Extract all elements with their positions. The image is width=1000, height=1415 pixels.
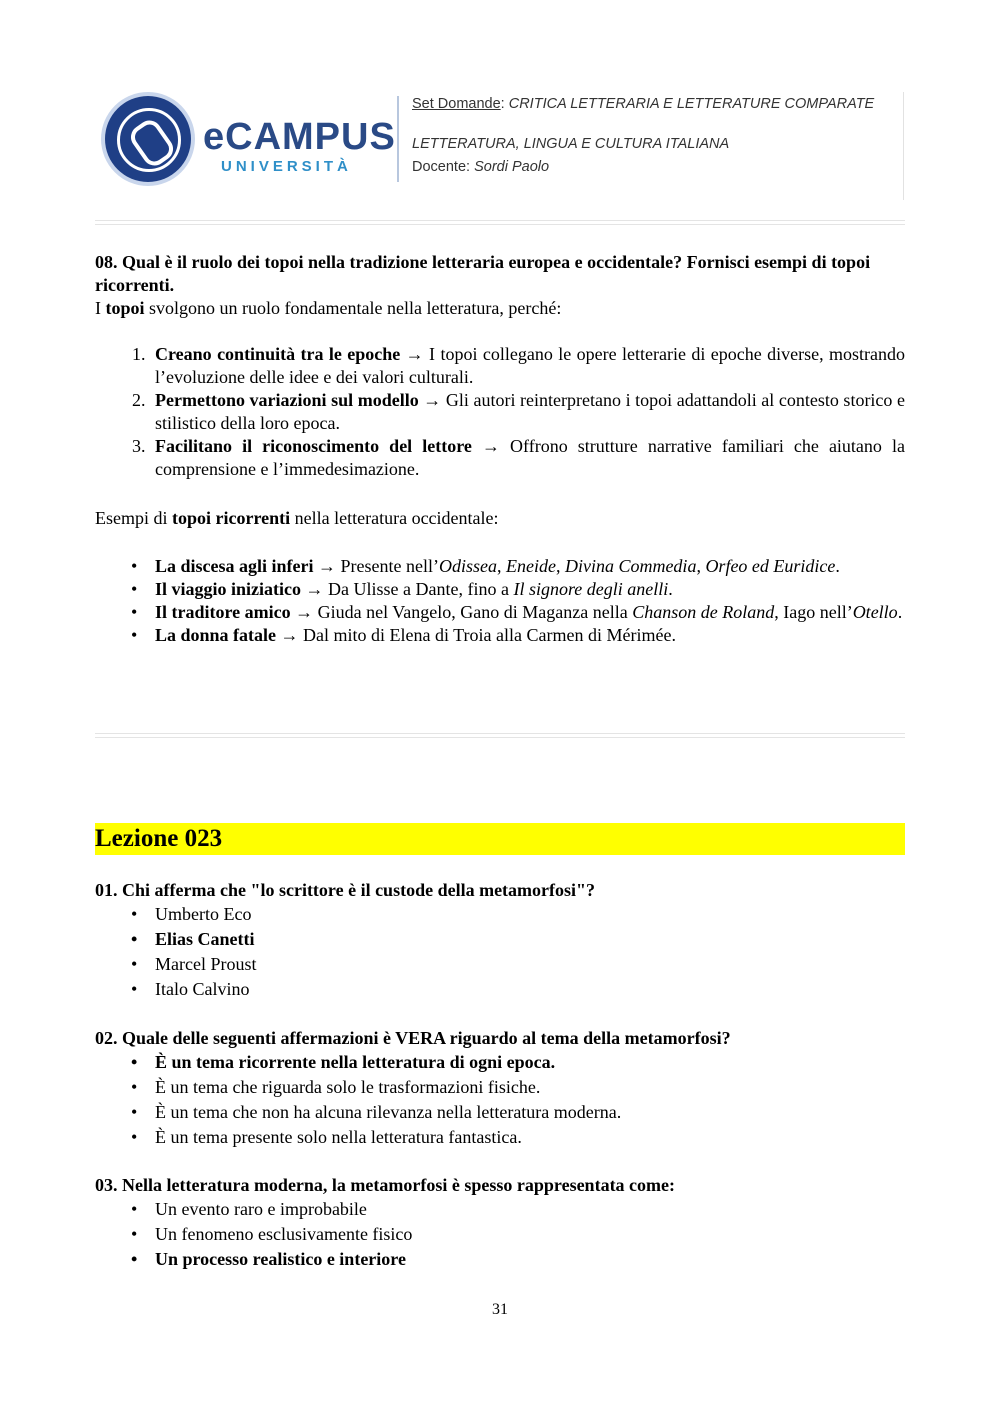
page-header [95,92,905,202]
question-text: 02. Quale delle seguenti affermazioni è VERA riguardo al tema della metamorfosi? [95,1028,731,1048]
answer-option-correct: • Elias Canetti [95,927,905,952]
university-seal-logo [105,96,191,182]
header-docente-line: Docente: Sordi Paolo [412,159,550,175]
question-text: 01. Chi afferma che "lo scrittore è il custode della metamorfosi"? [95,880,596,900]
examples-intro: Esempi di topoi ricorrenti nella letteratura occidentale: [95,508,499,528]
logo-subtitle: UNIVERSITÀ [221,158,352,175]
list-item: • Il viaggio iniziatico → Da Ulisse a Dante, fino a Il signore degli anelli. [95,578,905,601]
answer-list [95,1050,905,1150]
list-item: • La discesa agli inferi → Presente nell’Odissea, Eneide, Divina Commedia, Orfeo ed Euridice. [95,555,905,578]
docente-value: Sordi Paolo [474,159,550,175]
answer-list [95,1197,905,1272]
section-separator [95,733,905,738]
header-divider [397,96,399,182]
page-number: 31 [492,1301,508,1318]
lesson-heading [95,823,905,855]
question-08-intro: I topoi svolgono un ruolo fondamentale nella letteratura, perché: [95,298,562,318]
answer-option: • Un fenomeno esclusivamente fisico [95,1222,905,1247]
header-right-border [903,92,904,200]
answer-option: • Italo Calvino [95,977,905,1002]
list-item: 2. Permettono variazioni sul modello → Gli autori reinterpretano i topoi adattandoli al contesto storico e stilistico della loro epoca. [132,390,905,433]
question-08-title: 08. Qual è il ruolo dei topoi nella tradizione letteraria europea e occidentale? Fornisci esempi di topoi ricorrenti. [95,252,871,295]
list-item: 3. Facilitano il riconoscimento del lettore → Offrono strutture narrative familiari che aiutano la comprensione e l’immedesimazione. [132,436,905,479]
answer-option: • È un tema che riguarda solo le trasformazioni fisiche. [95,1075,905,1100]
question-08-section [95,251,905,320]
question-text: 03. Nella letteratura moderna, la metamorfosi è spesso rappresentata come: [95,1175,676,1195]
answer-option: • È un tema presente solo nella letteratura fantastica. [95,1125,905,1150]
answer-option-correct: • È un tema ricorrente nella letteratura di ogni epoca. [95,1050,905,1075]
answer-option: • È un tema che non ha alcuna rilevanza nella letteratura moderna. [95,1100,905,1125]
set-value: CRITICA LETTERARIA E LETTERATURE COMPARATE [508,96,875,112]
header-course: LETTERATURA, LINGUA E CULTURA ITALIANA [412,136,730,152]
lesson-title: Lezione 023 [95,825,223,852]
answer-option: • Marcel Proust [95,952,905,977]
answer-list [95,902,905,1002]
quiz-question-01 [95,879,905,1002]
header-separator [95,220,905,225]
topoi-roles-list [95,343,905,481]
set-label: Set Domande [412,96,501,112]
answer-option: • Umberto Eco [95,902,905,927]
answer-option-correct: • Un processo realistico e interiore [95,1247,905,1272]
docente-label: Docente [412,159,467,175]
quiz-question-02 [95,1027,905,1150]
logo-wordmark: eCAMPUS [203,116,396,158]
header-set-line: Set Domande: CRITICA LETTERARIA E LETTERATURE COMPARATE [412,96,875,112]
quiz-question-03 [95,1174,905,1272]
list-item: 1. Creano continuità tra le epoche → I topoi collegano le opere letterarie di epoche diverse, mostrando l’evoluzione delle idee e dei valori culturali. [132,344,905,387]
topoi-examples-list [95,555,905,647]
answer-option: • Un evento raro e improbabile [95,1197,905,1222]
list-item: • La donna fatale → Dal mito di Elena di Troia alla Carmen di Mérimée. [95,624,905,647]
list-item: • Il traditore amico → Giuda nel Vangelo, Gano di Maganza nella Chanson de Roland, Iago nell’Otello. [95,601,905,624]
